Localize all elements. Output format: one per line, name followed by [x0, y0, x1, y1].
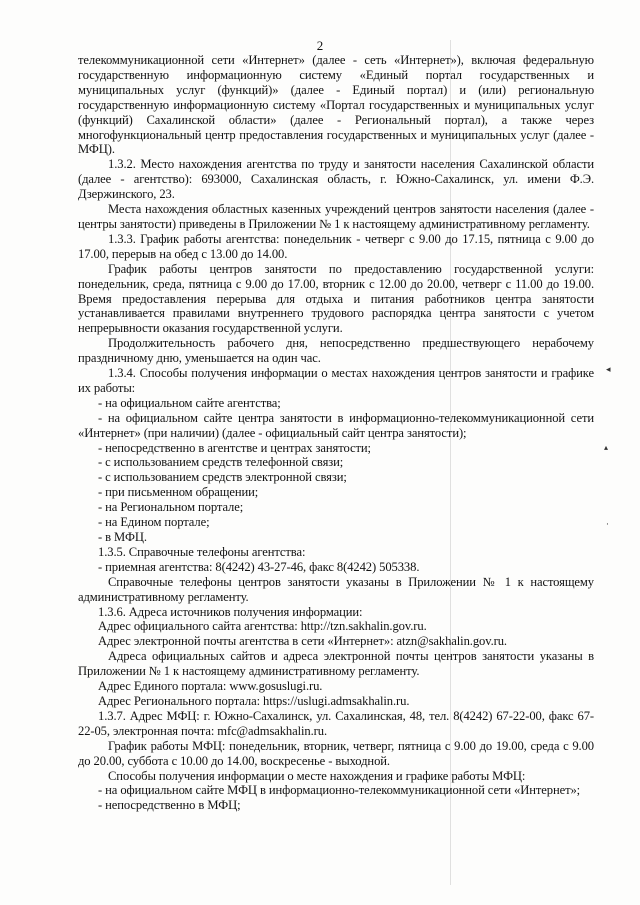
- list-item: - непосредственно в агентстве и центрах занятости;: [98, 440, 371, 455]
- paragraph: График работы МФЦ: понедельник, вторник, четверг, пятница с 9.00 до 19.00, среда с 9.00 до 20.00, суббота с 10.00 до 14.00, воскресенье - выходной.: [78, 738, 594, 768]
- list-item: Адрес Единого портала: www.gosuslugi.ru.: [98, 679, 323, 694]
- list-item: Адрес официального сайта агентства: http://tzn.sakhalin.gov.ru.: [98, 619, 427, 634]
- paragraph: Адреса официальных сайтов и адреса электронной почты центров занятости указаны в Приложении № 1 к настоящему административному регламенту.: [78, 649, 594, 679]
- scan-mark-dot: ·: [606, 520, 609, 530]
- list-item: 1.3.6. Адреса источников получения информации:: [98, 604, 363, 619]
- list-item: - с использованием средств электронной связи;: [98, 470, 347, 485]
- list-item: - на официальном сайте агентства;: [98, 395, 281, 410]
- paragraph: График работы центров занятости по предоставлению государственной услуги: понедельник, среда, пятница с 9.00 до 17.00, вторник с 12.00 до 20.00, четверг с 11.00 до 19.00. Время предоставления перерыва для отдыха и питания работников центра занятости устанавливается правилами внутреннего трудового распорядка центра занятости с учетом непрерывности оказания государственной услуги.: [78, 261, 594, 336]
- list-item: 1.3.7. Адрес МФЦ: г. Южно-Сахалинск, ул. Сахалинская, 48, тел. 8(4242) 67-22-00, факс 67-22-05, электронная почта: mfc@admsakhalin.ru.: [78, 708, 594, 738]
- list-item: - при письменном обращении;: [98, 485, 259, 500]
- list-item: Адрес электронной почты агентства в сети «Интернет»: atzn@sakhalin.gov.ru.: [98, 634, 507, 649]
- list-item: - на Региональном портале;: [98, 500, 244, 515]
- list-item: - приемная агентства: 8(4242) 43-27-46, факс 8(4242) 505338.: [98, 559, 420, 574]
- list-item: Адрес Регионального портала: https://uslugi.admsakhalin.ru.: [98, 693, 410, 708]
- list-item: - непосредственно в МФЦ;: [98, 798, 241, 813]
- scan-mark-arrow: ◂: [606, 365, 611, 375]
- page-number: 2: [316, 38, 324, 53]
- list-item: - на официальном сайте центра занятости в информационно-телекоммуникационной сети «Интернет» (при наличии) (далее - официальный сайт центра занятости);: [78, 410, 594, 440]
- paragraph: 1.3.4. Способы получения информации о местах нахождения центров занятости и графике их работы:: [78, 366, 594, 395]
- paragraph: Справочные телефоны центров занятости указаны в Приложении № 1 к настоящему административному регламенту.: [78, 574, 594, 604]
- list-item: 1.3.5. Справочные телефоны агентства:: [98, 544, 306, 559]
- paragraph: 1.3.2. Место нахождения агентства по труду и занятости населения Сахалинской области (далее - агентство): 693000, Сахалинская область, г. Южно-Сахалинск, ул. имени Ф.Э. Дзержинского, 23.: [78, 157, 594, 202]
- list-item: - с использованием средств телефонной связи;: [98, 455, 344, 470]
- paragraph: Места нахождения областных казенных учреждений центров занятости населения (далее - центры занятости) приведены в Приложении № 1 к настоящему административному регламенту.: [78, 202, 594, 231]
- list-item: - на Едином портале;: [98, 515, 210, 530]
- paragraph: телекоммуникационной сети «Интернет» (далее - сеть «Интернет»), включая федеральную государственную информационную систему «Единый портал государственных и муниципальных услуг (функций)» (далее - Единый портал) и (или) региональную государственную информационную систему «Портал государственных и муниципальных услуг (функций) Сахалинской области» (далее - Региональный портал), а также через многофункциональный центр предоставления государственных и муниципальных услуг (далее - МФЦ).: [78, 53, 594, 157]
- scan-mark-triangle: ▴: [604, 443, 609, 452]
- list-item: - на официальном сайте МФЦ в информационно-телекоммуникационной сети «Интернет»;: [98, 783, 581, 798]
- document-body: [78, 53, 594, 813]
- paragraph: 1.3.3. График работы агентства: понедельник - четверг с 9.00 до 17.15, пятница с 9.00 до 17.00, перерыв на обед с 13.00 до 14.00.: [78, 231, 594, 261]
- paragraph: Способы получения информации о месте нахождения и графике работы МФЦ:: [108, 768, 526, 783]
- list-item: - в МФЦ.: [98, 530, 147, 544]
- paragraph: Продолжительность рабочего дня, непосредственно предшествующего нерабочему праздничному дню, уменьшается на один час.: [78, 336, 594, 366]
